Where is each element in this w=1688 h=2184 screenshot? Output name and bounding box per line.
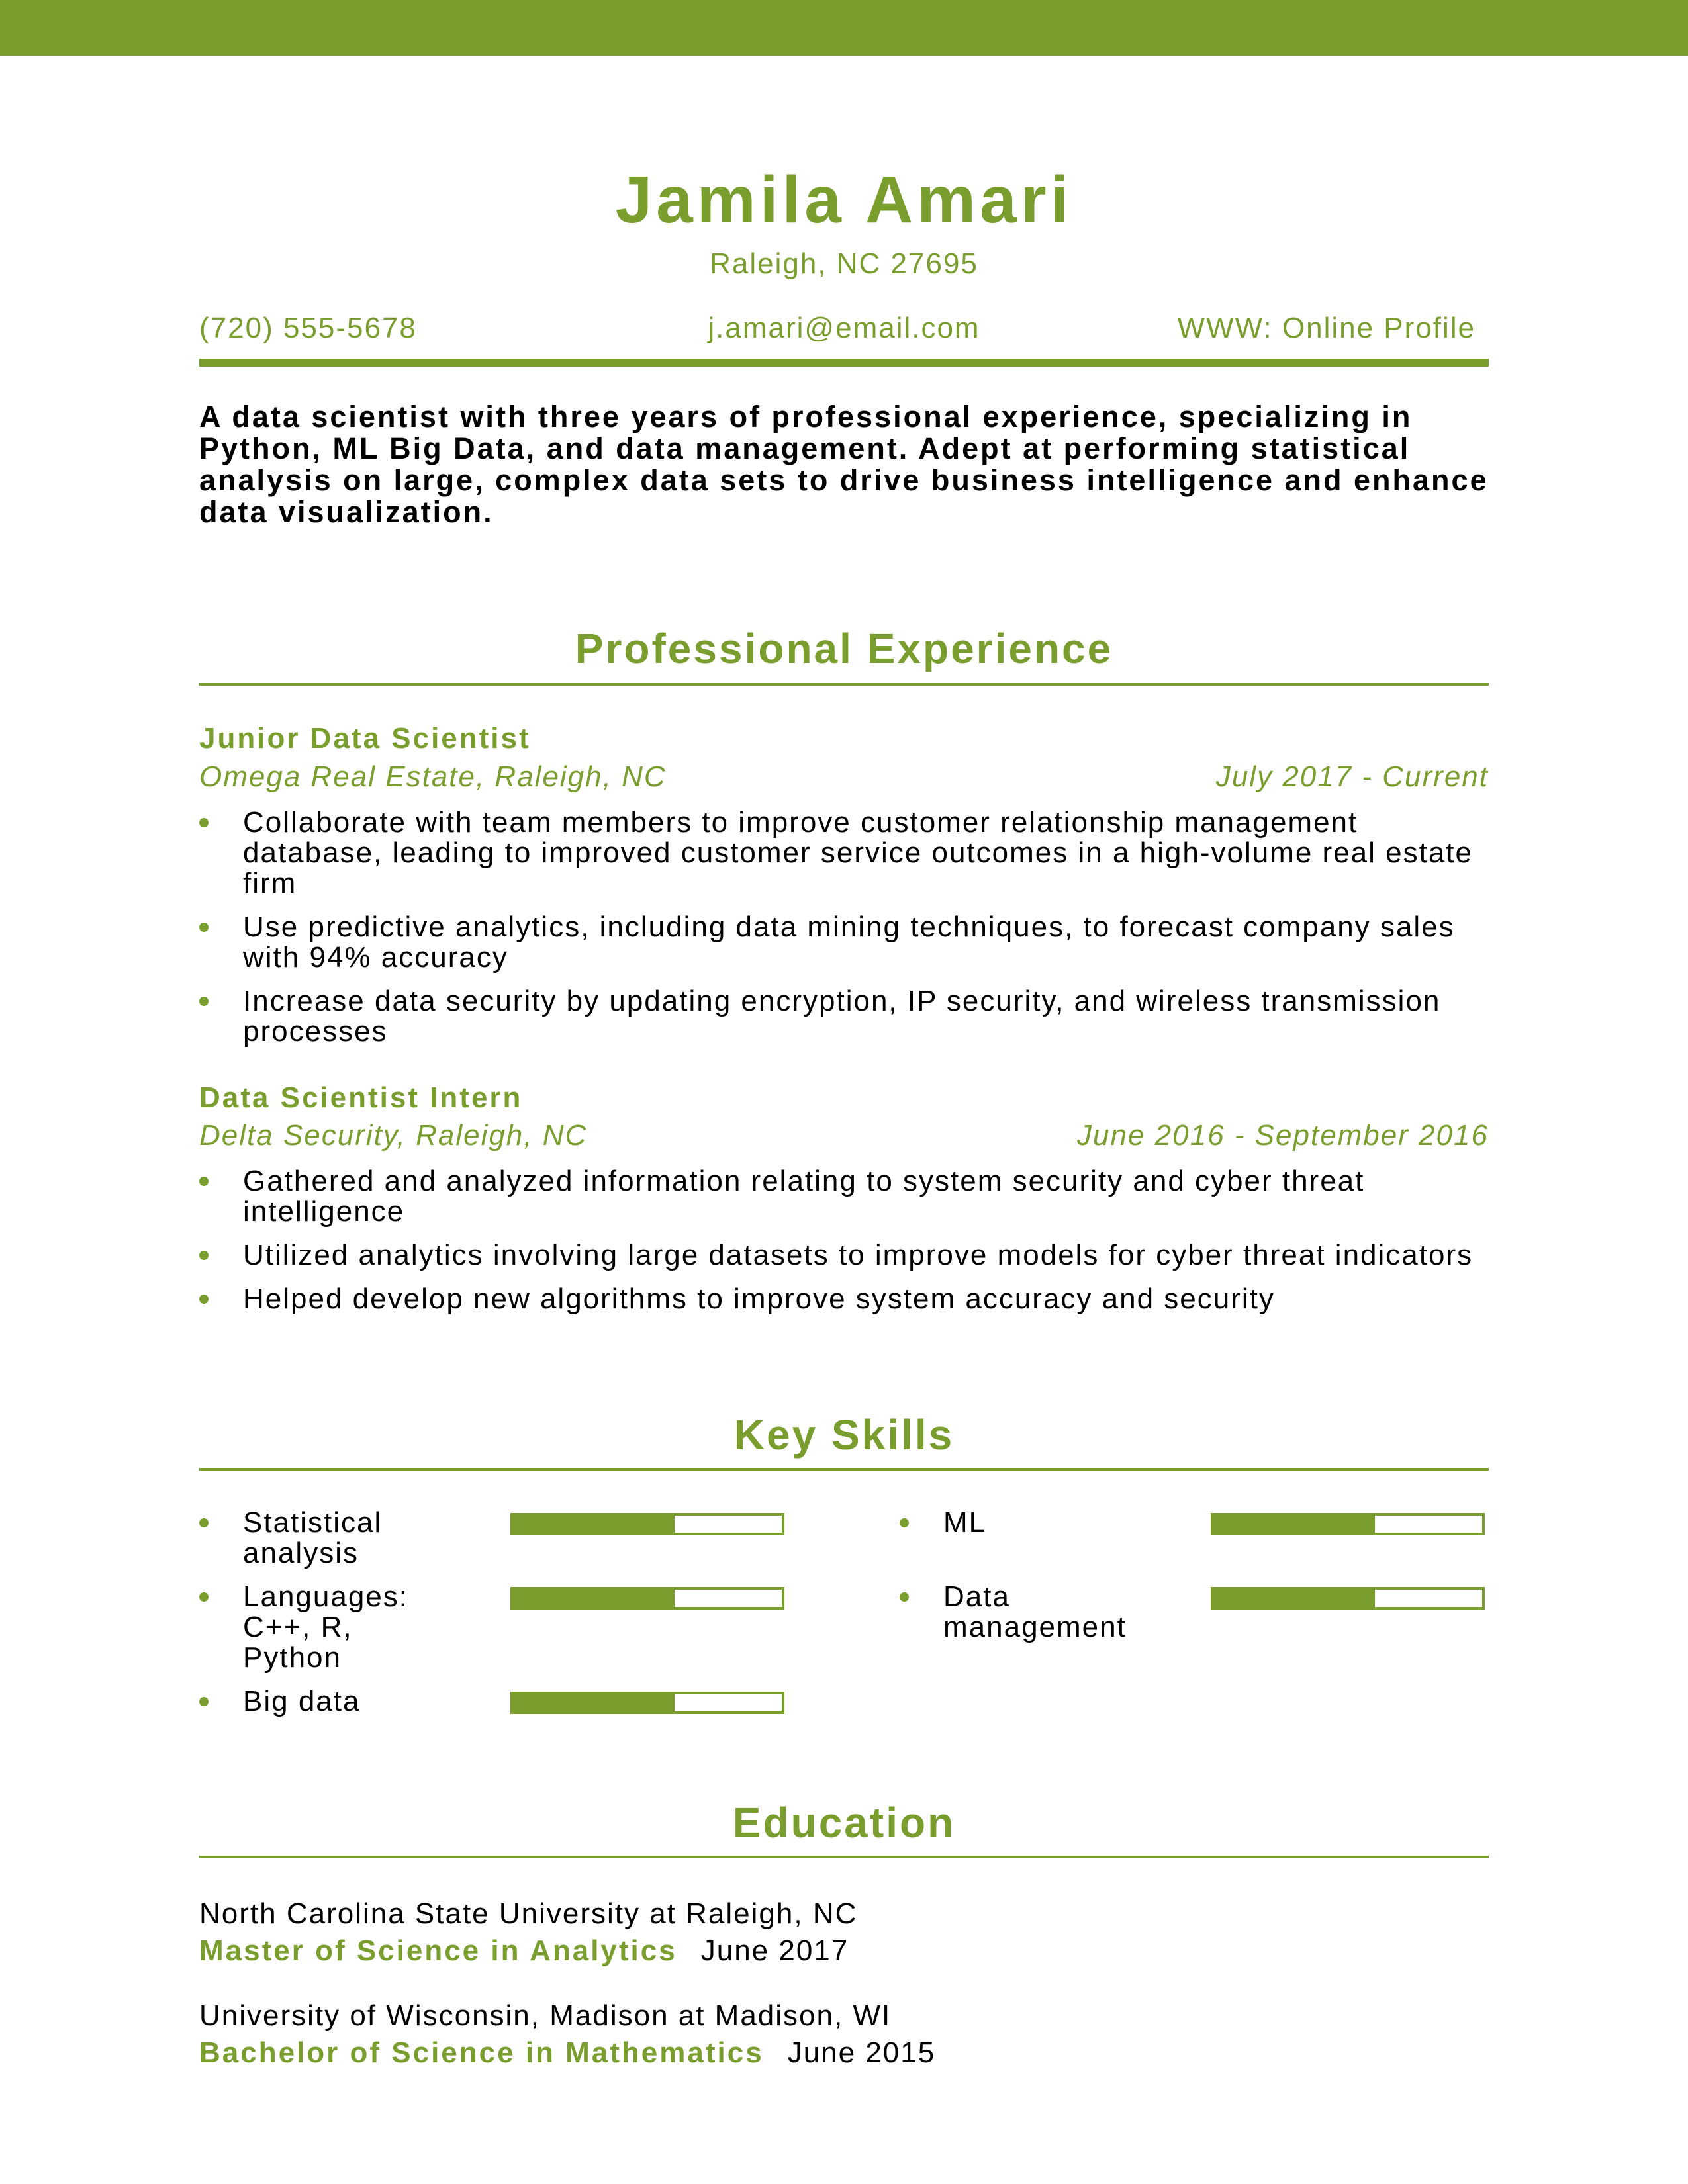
experience-heading: Professional Experience	[575, 625, 1113, 672]
education-date: June 2017	[700, 1934, 849, 1967]
professional-summary: A data scientist with three years of professional experience, specializing in Python, ML Big Data, and data management. Adept at performing statistical analysis on large, complex data sets to drive business intelligence and enhance data visualization.	[199, 400, 1489, 529]
list-item: Use predictive analytics, including data mining techniques, to forecast company sales with 94% accuracy	[199, 912, 1489, 973]
job-company: Delta Security, Raleigh, NC	[199, 1119, 588, 1152]
job-dates: June 2016 - September 2016	[1077, 1119, 1489, 1152]
skill-level-bar	[1211, 1587, 1485, 1610]
job-company-line	[199, 1121, 1489, 1154]
skills-divider	[199, 1468, 1489, 1471]
header-divider	[199, 359, 1489, 367]
list-item: Collaborate with team members to improve customer relationship management database, leading to improved customer service outcomes in a high-volume real estate firm	[199, 807, 1489, 899]
job-bullet-list	[199, 1166, 1489, 1328]
bullet-icon	[199, 1177, 209, 1186]
bullet-icon	[900, 1592, 909, 1602]
bullet-icon	[199, 923, 209, 932]
education-school: University of Wisconsin, Madison at Madison, WI	[199, 1999, 892, 2032]
email-address[interactable]: j.amari@email.com	[708, 312, 980, 344]
education-degree: Master of Science in Analytics	[199, 1934, 677, 1967]
job-bullet-list	[199, 807, 1489, 1060]
skill-level-fill	[513, 1694, 675, 1711]
job-title: Junior Data Scientist	[199, 722, 531, 754]
skill-level-fill	[1213, 1590, 1375, 1607]
online-profile-link[interactable]: WWW: Online Profile	[1177, 312, 1476, 344]
skill-label: Data management	[943, 1582, 1127, 1643]
skill-label: ML	[943, 1508, 987, 1538]
bullet-icon	[199, 1295, 209, 1304]
education-degree: Bachelor of Science in Mathematics	[199, 2036, 764, 2069]
list-item: Increase data security by updating encryption, IP security, and wireless transmission processes	[199, 986, 1489, 1047]
bullet-icon	[199, 1251, 209, 1260]
top-accent-bar	[0, 0, 1688, 56]
job-title: Data Scientist Intern	[199, 1081, 523, 1114]
bullet-icon	[199, 1697, 209, 1706]
skill-level-fill	[513, 1590, 675, 1607]
job-company-line	[199, 762, 1489, 796]
list-item: Utilized analytics involving large datasets to improve models for cyber threat indicators	[199, 1240, 1489, 1271]
candidate-address: Raleigh, NC 27695	[710, 248, 978, 280]
bullet-icon	[900, 1518, 909, 1527]
education-heading: Education	[732, 1799, 956, 1846]
job-company: Omega Real Estate, Raleigh, NC	[199, 760, 667, 793]
skill-label: Big data	[243, 1686, 361, 1717]
candidate-name: Jamila Amari	[615, 163, 1073, 237]
education-degree-line	[199, 2038, 935, 2068]
list-item: Helped develop new algorithms to improve system accuracy and security	[199, 1284, 1489, 1314]
education-degree-line	[199, 1936, 849, 1966]
education-date: June 2015	[787, 2036, 936, 2069]
skill-label: Languages: C++, R, Python	[243, 1582, 408, 1673]
skills-heading: Key Skills	[733, 1411, 955, 1459]
contact-row	[199, 314, 1489, 347]
bullet-icon	[199, 1518, 209, 1527]
skill-level-fill	[1213, 1516, 1375, 1533]
skill-level-bar	[510, 1587, 784, 1610]
skill-level-bar	[510, 1692, 784, 1714]
job-dates: July 2017 - Current	[1215, 760, 1489, 793]
bullet-icon	[199, 997, 209, 1006]
education-divider	[199, 1856, 1489, 1858]
bullet-icon	[199, 1592, 209, 1602]
skill-level-bar	[510, 1513, 784, 1535]
skill-level-bar	[1211, 1513, 1485, 1535]
skill-label: Statistical analysis	[243, 1508, 383, 1569]
experience-divider	[199, 683, 1489, 686]
phone-number: (720) 555-5678	[199, 312, 417, 344]
skill-level-fill	[513, 1516, 675, 1533]
list-item: Gathered and analyzed information relating to system security and cyber threat intelligence	[199, 1166, 1489, 1227]
education-school: North Carolina State University at Raleigh, NC	[199, 1897, 858, 1930]
bullet-icon	[199, 818, 209, 827]
